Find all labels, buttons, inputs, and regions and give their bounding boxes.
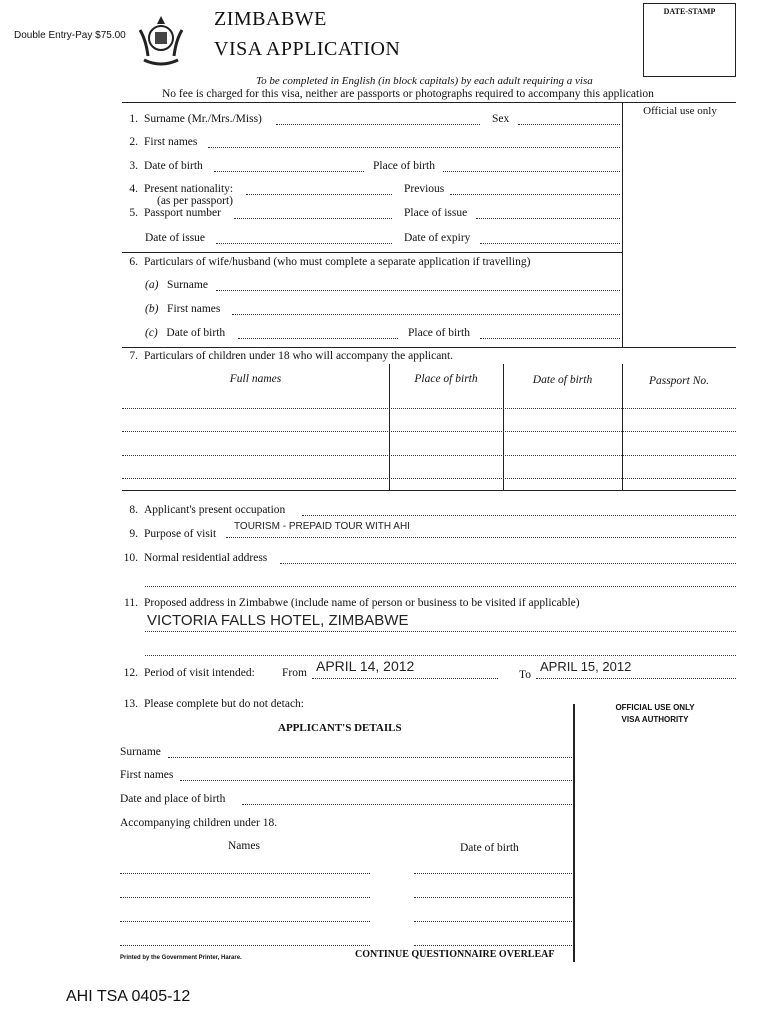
q3-label: 3. Date of birth (129, 160, 203, 172)
child-name-2[interactable] (120, 897, 370, 898)
col-place-of-birth: Place of birth (414, 373, 478, 385)
q12-label: 12. Period of visit intended: (123, 667, 255, 679)
from-date-value[interactable]: APRIL 14, 2012 (316, 658, 415, 674)
detach-dob-label: Date and place of birth (120, 793, 226, 805)
col-dob: Date of birth (460, 842, 519, 854)
spouse-dob-label: (c) Date of birth (145, 327, 226, 339)
date-stamp-label: DATE-STAMP (663, 7, 716, 16)
place-of-issue-field[interactable] (476, 218, 620, 219)
continue-note: CONTINUE QUESTIONNAIRE OVERLEAF (355, 949, 555, 960)
residential-address-field-2[interactable] (145, 586, 736, 587)
detach-divider (573, 704, 575, 962)
applicants-details-title: APPLICANT'S DETAILS (278, 722, 402, 734)
detach-surname-field[interactable] (168, 757, 572, 758)
q9-label: 9. Purpose of visit (129, 528, 217, 540)
divider (622, 102, 623, 348)
sex-field[interactable] (518, 124, 620, 125)
spouse-dob-field[interactable] (238, 338, 398, 339)
q8-label: 8. Applicant's present occupation (129, 504, 286, 516)
spouse-place-field[interactable] (480, 338, 620, 339)
child-row-2[interactable] (122, 431, 736, 432)
col-full-names: Full names (229, 373, 282, 385)
visa-authority: VISA AUTHORITY (621, 715, 689, 724)
q10-label: 10. Normal residential address (123, 552, 268, 564)
date-of-issue-label: Date of issue (145, 232, 206, 244)
detach-first-names-field[interactable] (180, 780, 572, 781)
child-dob-4[interactable] (414, 945, 572, 946)
divider (122, 347, 736, 348)
child-name-4[interactable] (120, 945, 370, 946)
fee-line: No fee is charged for this visa, neither are passports or photographs required to accompany this application (162, 88, 654, 100)
to-date-value[interactable]: APRIL 15, 2012 (540, 659, 632, 674)
first-names-field[interactable] (208, 147, 620, 148)
q6-label: 6. Particulars of wife/husband (who must complete a separate application if travelling) (129, 256, 531, 268)
date-of-expiry-label: Date of expiry (404, 232, 471, 244)
residential-address-field[interactable] (280, 563, 736, 564)
q2-label: 2. First names (129, 136, 198, 148)
to-label: To (519, 669, 531, 681)
spouse-surname-field[interactable] (216, 290, 620, 291)
spouse-surname-label: (a) Surname (145, 279, 208, 291)
fee-note: Double Entry-Pay $75.00 (14, 30, 126, 41)
date-stamp-box (643, 3, 736, 77)
col-passport-no: Passport No. (648, 375, 710, 387)
q7-label: 7. Particulars of children under 18 who will accompany the applicant. (129, 350, 454, 362)
from-label: From (282, 667, 307, 679)
q1-label: 1. Surname (Mr./Mrs./Miss) (129, 113, 262, 125)
date-of-issue-field[interactable] (216, 243, 392, 244)
to-date-field[interactable] (536, 678, 736, 679)
from-date-field[interactable] (312, 678, 498, 679)
zimbabwe-address-field-2[interactable] (145, 655, 736, 656)
q5-label: 5. Passport number (129, 207, 221, 219)
place-of-issue-label: Place of issue (404, 207, 468, 219)
sex-label: Sex (492, 113, 510, 125)
purpose-value[interactable]: TOURISM - PREPAID TOUR WITH AHI (234, 521, 410, 532)
divider (122, 252, 622, 253)
previous-label: Previous (404, 183, 445, 195)
date-of-birth-field[interactable] (214, 171, 364, 172)
child-row-3[interactable] (122, 455, 736, 456)
q13-label: 13. Please complete but do not detach: (123, 698, 304, 710)
nationality-sub: (as per passport) (157, 195, 234, 207)
official-use-only: OFFICIAL USE ONLY (615, 703, 695, 712)
zimbabwe-address-value[interactable]: VICTORIA FALLS HOTEL, ZIMBABWE (147, 612, 409, 629)
purpose-field[interactable] (226, 537, 736, 538)
child-row-1[interactable] (122, 408, 736, 409)
footer-code: AHI TSA 0405-12 (66, 988, 191, 1005)
detach-dob-field[interactable] (242, 804, 572, 805)
official-use-label: Official use only (643, 105, 717, 117)
col-date-of-birth: Date of birth (532, 374, 593, 386)
coat-of-arms-icon (130, 10, 192, 72)
col-names: Names (228, 840, 260, 852)
surname-field[interactable] (276, 124, 480, 125)
passport-number-field[interactable] (234, 218, 392, 219)
instruction-text: To be completed in English (in block capitals) by each adult requiring a visa (256, 75, 593, 87)
q4-label: 4. Present nationality: (129, 183, 234, 195)
divider (122, 102, 736, 103)
divider (122, 490, 736, 491)
place-of-birth-field[interactable] (443, 171, 620, 172)
zimbabwe-address-field[interactable] (145, 631, 736, 632)
child-dob-1[interactable] (414, 873, 572, 874)
spouse-place-label: Place of birth (408, 327, 470, 339)
previous-nationality-field[interactable] (450, 194, 620, 195)
occupation-field[interactable] (302, 515, 736, 516)
nationality-field[interactable] (246, 194, 392, 195)
child-name-3[interactable] (120, 921, 370, 922)
detach-first-names-label: First names (120, 769, 174, 781)
q11-label: 11. Proposed address in Zimbabwe (include name of person or business to be visited if applicable) (124, 597, 580, 609)
detach-children-label: Accompanying children under 18. (120, 817, 278, 829)
form-title: VISA APPLICATION (214, 38, 401, 60)
child-name-1[interactable] (120, 873, 370, 874)
detach-surname-label: Surname (120, 746, 161, 758)
spouse-first-names-field[interactable] (232, 314, 620, 315)
date-of-expiry-field[interactable] (480, 243, 620, 244)
child-dob-2[interactable] (414, 897, 572, 898)
place-of-birth-label: Place of birth (373, 160, 435, 172)
spouse-first-names-label: (b) First names (145, 303, 221, 315)
printer-note: Printed by the Government Printer, Harare. (120, 955, 242, 961)
child-row-4[interactable] (122, 478, 736, 479)
child-dob-3[interactable] (414, 921, 572, 922)
country-title: ZIMBABWE (214, 8, 327, 30)
